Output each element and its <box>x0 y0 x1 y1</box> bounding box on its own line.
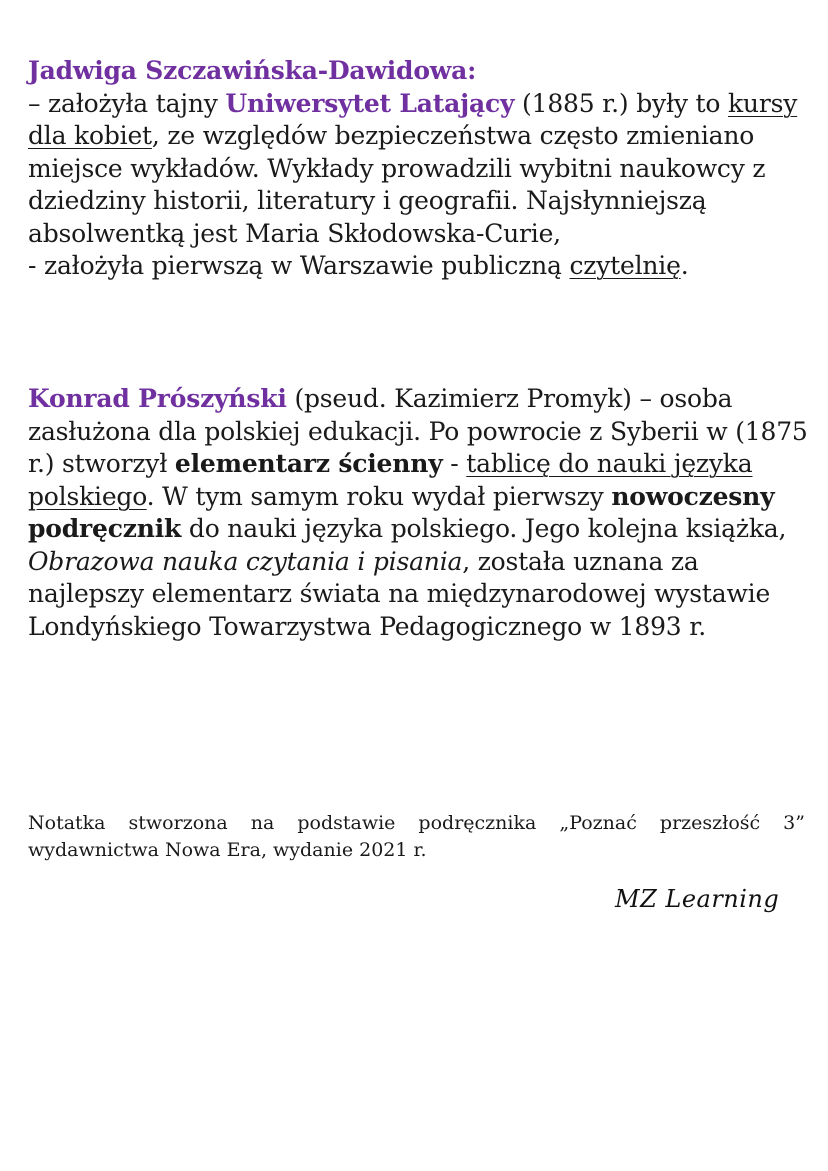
underlined-czytelnie: czytelnię <box>569 251 681 280</box>
text-prefix-2: - założyła pierwszą w Warszawie publiczną <box>28 251 570 280</box>
italic-book-title: Obrazowa nauka czytania i pisania <box>28 546 463 576</box>
text-prefix: – założyła tajny <box>28 88 226 118</box>
text-dash: - <box>442 449 467 478</box>
underlined-kursy: kursy dla kobiet <box>28 88 798 150</box>
text-middle: . W tym samym roku wydał pierwszy <box>146 481 612 511</box>
text-suffix: (1885 r.) były to <box>514 88 728 118</box>
text-intro: (pseud. Kazimierz Promyk) – osoba zasłużona dla polskiej edukacji. Po powrocie z Syberii w (1875 r.) stworzył <box>28 384 808 478</box>
paragraph-szczawinska-2 <box>28 250 808 283</box>
underlined-tablice: tablicę do nauki języka polskiego <box>28 449 753 511</box>
bold-elementarz: elementarz ścienny <box>174 449 443 478</box>
heading-szczawinska: Jadwiga Szczawińska-Dawidowa: <box>28 56 477 85</box>
uniwersytet-latajacy: Uniwersytet Latający <box>225 88 515 118</box>
source-footnote: Notatka stworzona na podstawie podręcznika „Poznać przeszłość 3” wydawnictwa Nowa Era, wydanie 2021 r. <box>28 812 805 861</box>
section-szczawinska <box>28 55 808 283</box>
text-rest: , ze względów bezpieczeństwa często zmieniano miejsce wykładów. Wykłady prowadzili wybitni naukowcy z dziedziny historii, literatury i geografii. Najsłynniejszą absolwentką jest Maria Skłodowska-Curie, <box>28 121 766 248</box>
heading-proszynski: Konrad Prószyński <box>28 384 287 413</box>
signature-mz-learning: MZ Learning <box>615 885 780 913</box>
text-after-bold: do nauki języka polskiego. Jego kolejna książka, <box>181 514 787 543</box>
bold-podrecznik: nowoczesny podręcznik <box>28 481 775 543</box>
section-proszynski <box>28 383 808 643</box>
text-ending: , została uznana za najlepszy elementarz świata na międzynarodowej wystawie Londyńskiego Towarzystwa Pedagogicznego w 1893 r. <box>28 546 771 641</box>
text-suffix-2: . <box>680 251 689 280</box>
paragraph-proszynski <box>28 383 808 643</box>
paragraph-szczawinska-1 <box>28 88 808 251</box>
